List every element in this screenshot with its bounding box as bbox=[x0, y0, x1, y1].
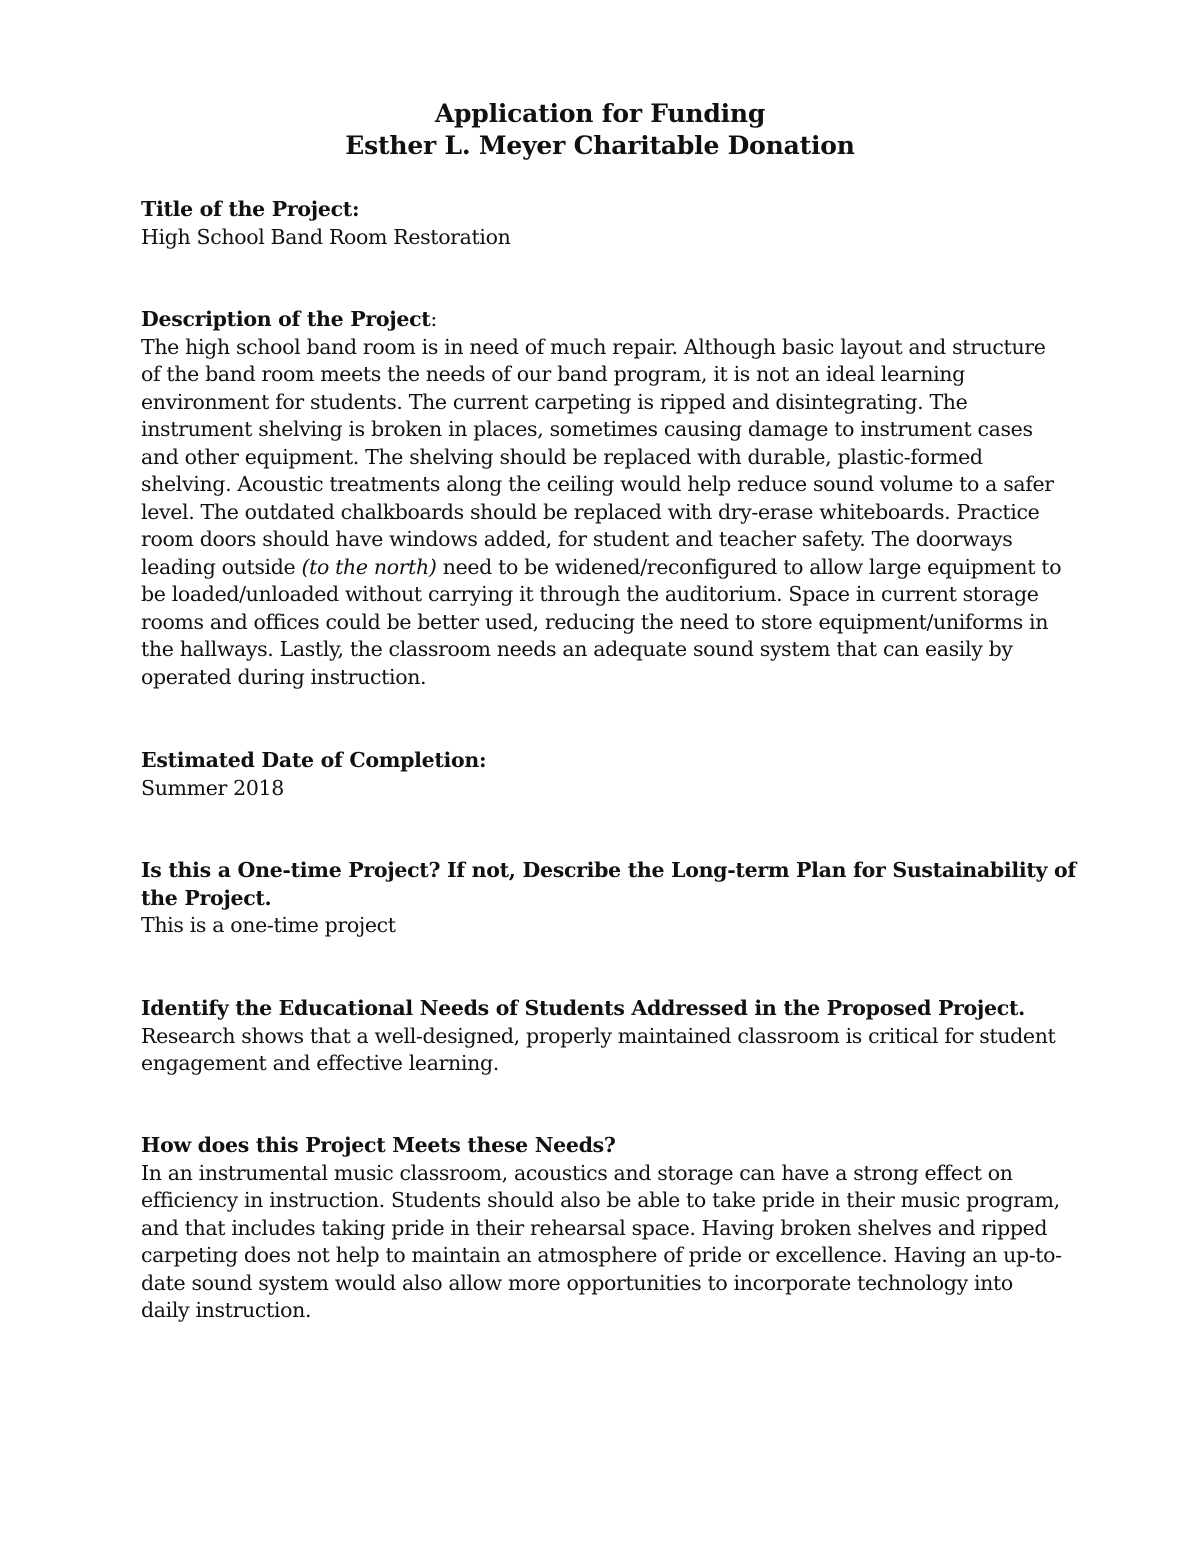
section-heading: Estimated Date of Completion: bbox=[141, 748, 487, 772]
description-line: of the band room meets the needs of our band program, it is not an ideal learning bbox=[141, 362, 965, 386]
body-line: carpeting does not help to maintain an atmosphere of pride or excellence. Having an up-to- bbox=[141, 1243, 1062, 1267]
section-heading: How does this Project Meets these Needs? bbox=[141, 1133, 616, 1157]
text-span: leading outside bbox=[141, 554, 302, 579]
title-line-2: Esther L. Meyer Charitable Donation bbox=[345, 131, 855, 160]
section-educational-needs bbox=[141, 995, 1071, 1078]
text-span: need to be widened/reconfigured to allow large equipment to bbox=[436, 554, 1062, 579]
description-line: level. The outdated chalkboards should be replaced with dry-erase whiteboards. Practice bbox=[141, 499, 1040, 524]
section-heading: Title of the Project: bbox=[141, 197, 360, 221]
section-one-time-project bbox=[141, 857, 1076, 940]
document-title bbox=[0, 98, 1200, 162]
description-line: operated during instruction. bbox=[141, 664, 427, 689]
description-line: the hallways. Lastly, the classroom needs an adequate sound system that can easily by bbox=[141, 637, 1013, 661]
section-heading bbox=[141, 857, 1076, 912]
heading-line: the Project. bbox=[141, 885, 272, 910]
section-project-title bbox=[141, 196, 1071, 251]
description-line: The high school band room is in need of much repair. Although basic layout and structure bbox=[141, 334, 1046, 359]
description-line: room doors should have windows added, for student and teacher safety. The doorways bbox=[141, 527, 1013, 551]
description-line: rooms and offices could be better used, reducing the need to store equipment/uniforms in bbox=[141, 609, 1049, 634]
heading-line: Is this a One-time Project? If not, Describe the Long-term Plan for Sustainability of bbox=[141, 858, 1076, 882]
description-line: environment for students. The current carpeting is ripped and disintegrating. The bbox=[141, 389, 968, 414]
italic-note: (to the north) bbox=[301, 554, 437, 579]
description-line: instrument shelving is broken in places, sometimes causing damage to instrument cases bbox=[141, 417, 1033, 441]
body-line: engagement and effective learning. bbox=[141, 1051, 499, 1075]
section-heading bbox=[141, 306, 1071, 334]
description-line: and other equipment. The shelving should be replaced with durable, plastic-formed bbox=[141, 444, 983, 469]
educational-needs-body bbox=[141, 1023, 1071, 1078]
heading-colon: : bbox=[430, 307, 438, 331]
body-line: daily instruction. bbox=[141, 1298, 312, 1322]
project-title-value: High School Band Room Restoration bbox=[141, 224, 511, 249]
description-line: shelving. Acoustic treatments along the ceiling would help reduce sound volume to a safer bbox=[141, 472, 1054, 496]
section-heading: Identify the Educational Needs of Students Addressed in the Proposed Project. bbox=[141, 996, 1025, 1020]
body-line: efficiency in instruction. Students should also be able to take pride in their music program, bbox=[141, 1188, 1060, 1212]
section-completion-date bbox=[141, 747, 1071, 802]
title-line-1: Application for Funding bbox=[434, 99, 766, 128]
heading-text: Description of the Project bbox=[141, 307, 431, 331]
body-line: In an instrumental music classroom, acoustics and storage can have a strong effect on bbox=[141, 1160, 1013, 1185]
meets-needs-body bbox=[141, 1160, 1071, 1325]
section-meets-needs bbox=[141, 1132, 1071, 1325]
description-body bbox=[141, 334, 1071, 692]
description-line bbox=[141, 554, 1071, 582]
body-line: date sound system would also allow more opportunities to incorporate technology into bbox=[141, 1270, 1013, 1295]
one-time-project-value: This is a one-time project bbox=[141, 913, 396, 937]
body-line: and that includes taking pride in their rehearsal space. Having broken shelves and ripped bbox=[141, 1215, 1048, 1240]
section-description bbox=[141, 306, 1071, 691]
completion-date-value: Summer 2018 bbox=[141, 775, 284, 800]
description-line: be loaded/unloaded without carrying it through the auditorium. Space in current storage bbox=[141, 582, 1039, 606]
body-line: Research shows that a well-designed, properly maintained classroom is critical for student bbox=[141, 1023, 1056, 1048]
